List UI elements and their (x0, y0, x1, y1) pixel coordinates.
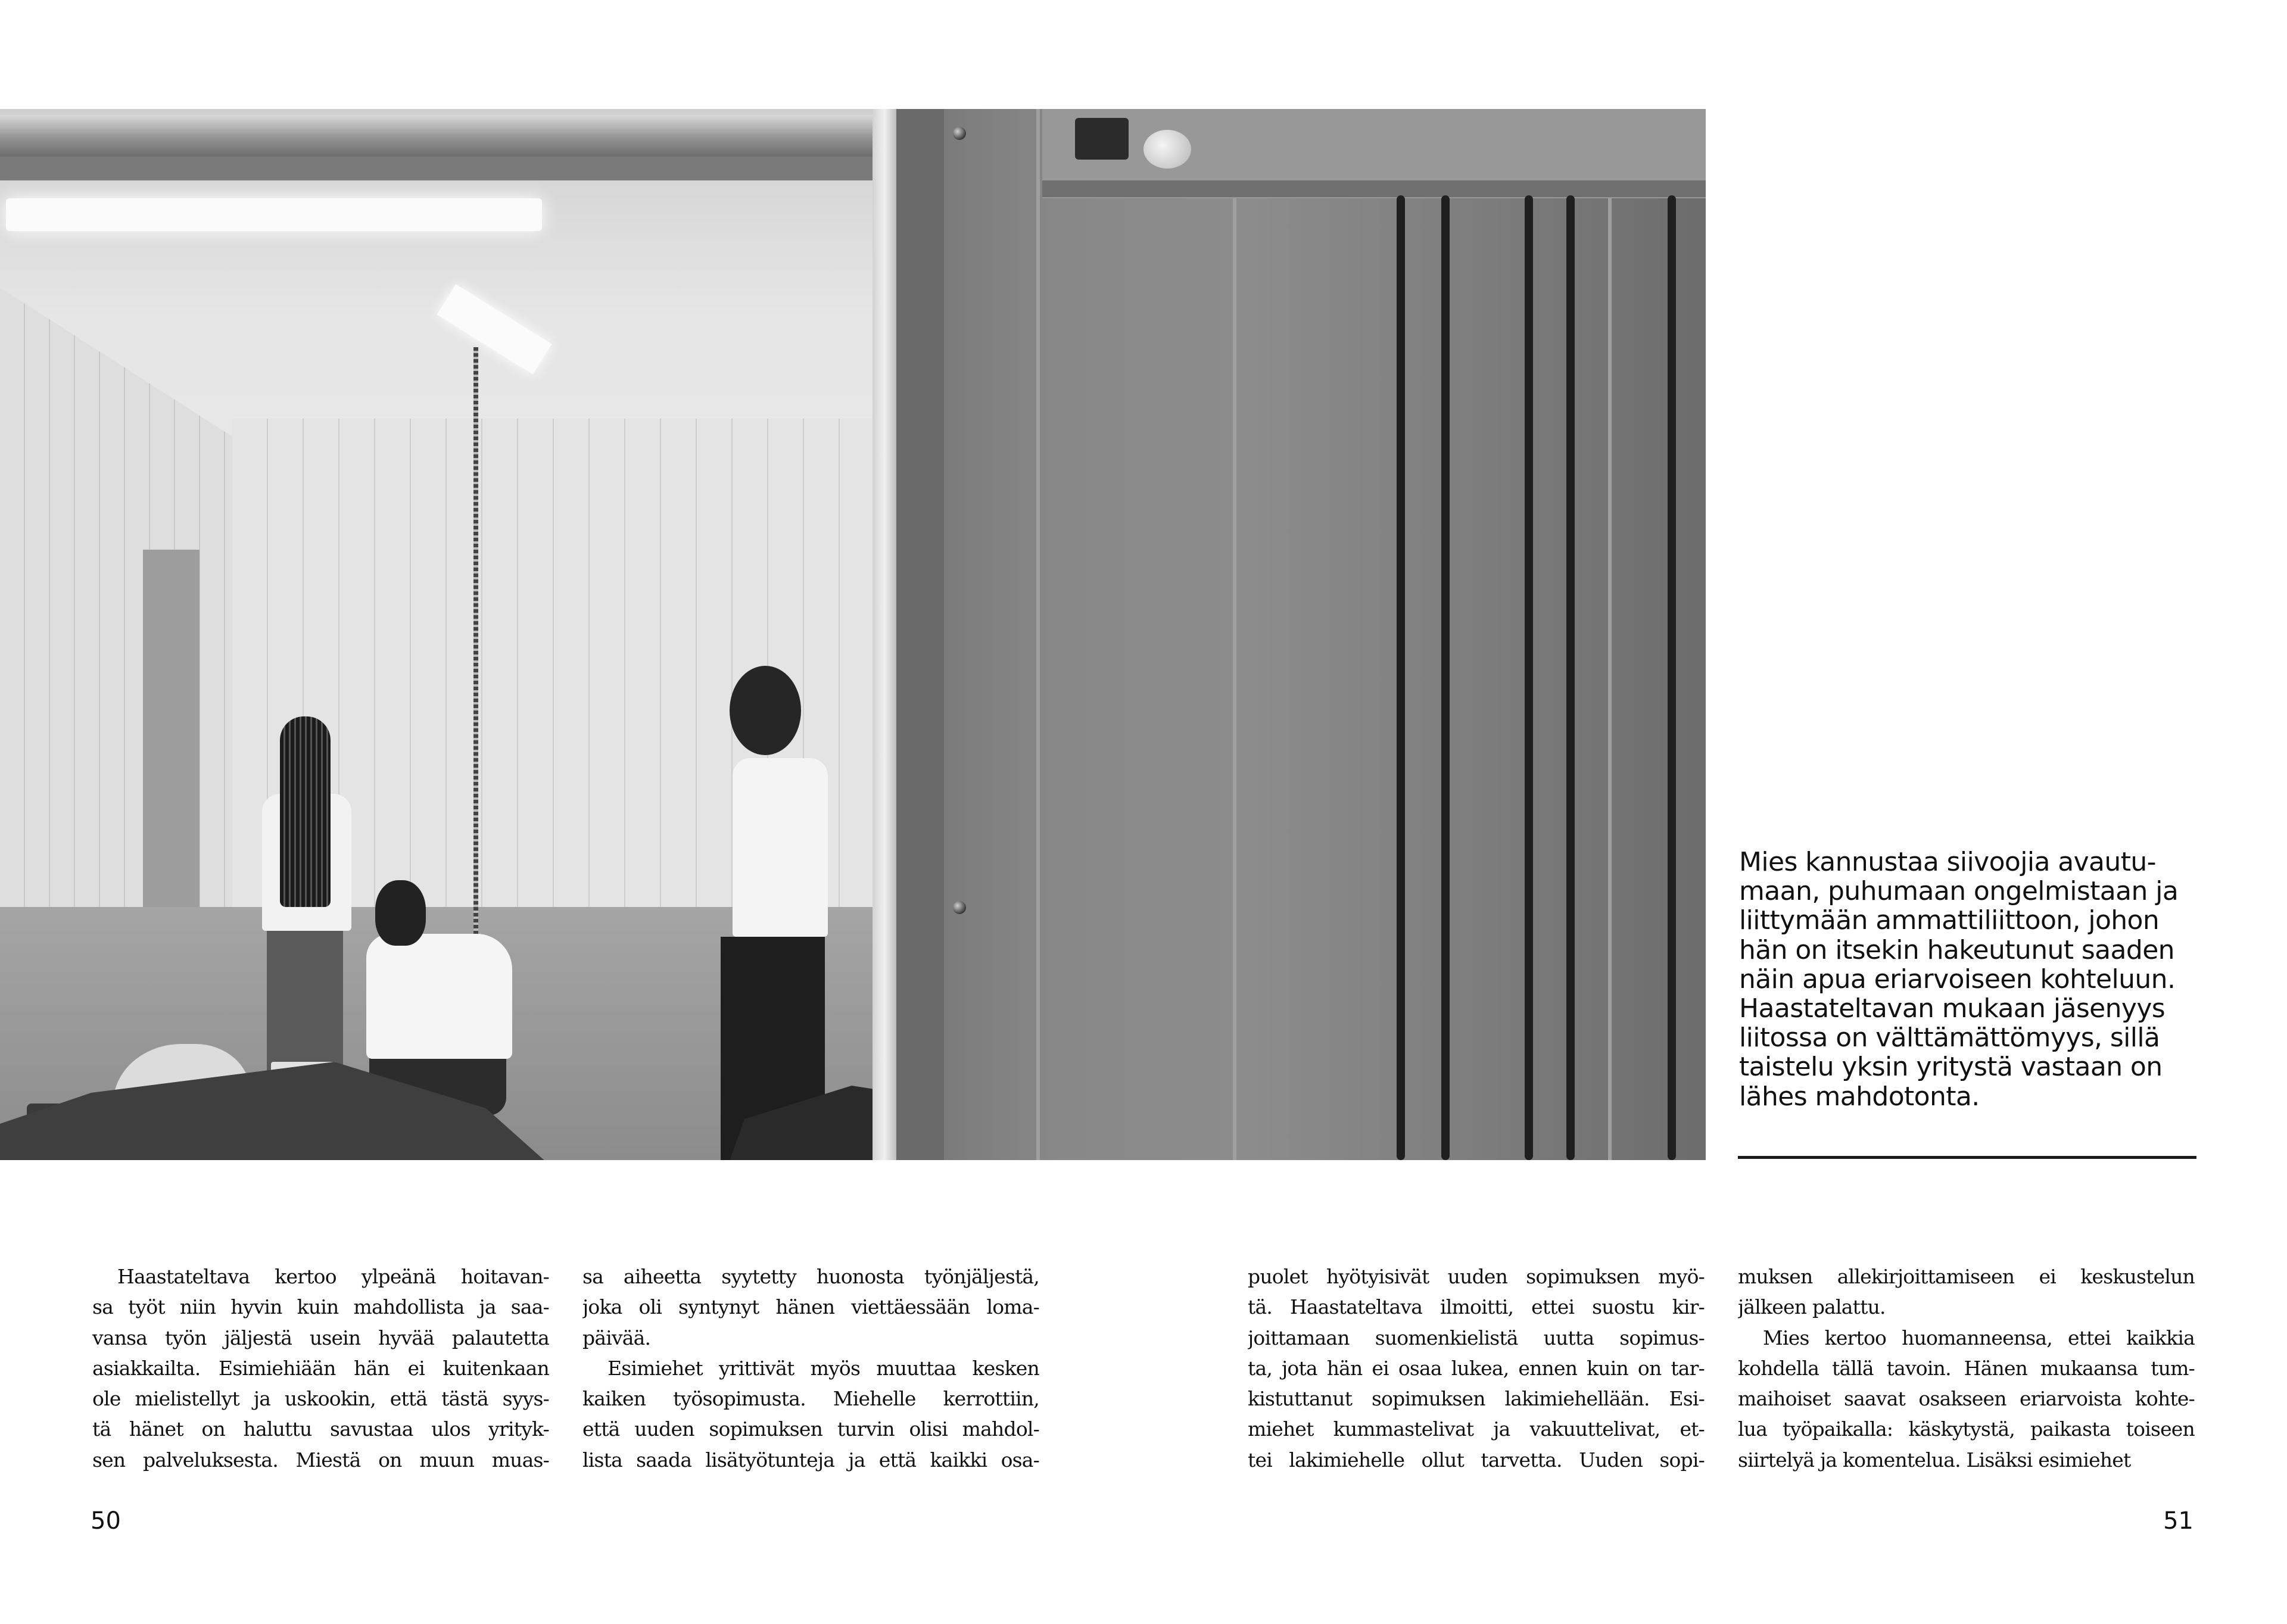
body-line: kohdella tällä tavoin. Hänen mukaansa tum- (1738, 1356, 2195, 1380)
pull-quote-line: näin apua eriarvoiseen kohteluun. (1739, 964, 2176, 995)
pull-quote-line: liitossa on välttämättömyys, sillä (1739, 1023, 2160, 1053)
body-line: asiakkailta. Esimiehiään hän ei kuitenkaan (92, 1356, 549, 1380)
body-line: maihoiset saavat osakseen eriarvoista kohte- (1738, 1387, 2195, 1411)
body-line: joka oli syntynyt hänen viettäessään loma- (582, 1295, 1039, 1319)
photo-cable (1441, 195, 1450, 1160)
body-line: lista saada lisätyötunteja ja että kaikki osa- (582, 1448, 1039, 1472)
spread-photograph (0, 109, 1706, 1160)
body-line: kaiken työsopimusta. Miehelle kerrottiin, (582, 1387, 1039, 1411)
page-number-right: 51 (2163, 1507, 2193, 1535)
photo-cable (1668, 195, 1676, 1160)
photo-fluorescent-lamp (6, 198, 542, 231)
body-line: päivää. (582, 1326, 651, 1349)
body-line: Mies kertoo huomanneensa, ettei kaikkia (1763, 1326, 2195, 1349)
photo-panel-groove (1233, 109, 1236, 1160)
body-line: tä hänet on haluttu savustaa ulos yrityk- (92, 1417, 549, 1441)
photo-globe-fitting (1144, 130, 1191, 169)
pull-quote-line: Haastateltavan mukaan jäsenyys (1739, 993, 2166, 1024)
photo-worker-3-shirt (366, 934, 512, 1059)
body-line: vansa työn jäljestä usein hyvää palautetta (92, 1326, 549, 1349)
photo-cable (1525, 195, 1533, 1160)
body-line: Esimiehet yrittivät myös muuttaa kesken (607, 1356, 1039, 1380)
photo-ceiling-beam (0, 115, 893, 157)
photo-rivet (953, 901, 966, 914)
photo-mounting-rail (1042, 180, 1706, 197)
body-line: muksen allekirjoittamiseen ei keskustelun (1738, 1265, 2195, 1288)
photo-worker-1-hair (280, 716, 331, 907)
photo-junction-box (1075, 118, 1129, 160)
photo-panel-groove (1608, 109, 1612, 1160)
pull-quote-line: taistelu yksin yritystä vastaan on (1739, 1052, 2163, 1083)
body-column-4 (1738, 1261, 2195, 1475)
pull-quote-rule (1738, 1156, 2196, 1159)
body-line: tei lakimiehelle ollut tarvetta. Uuden sopi- (1248, 1448, 1705, 1472)
body-line: puolet hyötyisivät uuden sopimuksen myö- (1248, 1265, 1705, 1288)
photo-rivet (953, 127, 966, 140)
body-column-1 (92, 1261, 549, 1475)
pull-quote-line: hän on itsekin hakeutunut saaden (1739, 934, 2174, 965)
photo-ceiling-rail (0, 157, 893, 180)
photo-door-jamb (896, 109, 944, 1160)
body-line: kistuttanut sopimuksen lakimiehellään. Esi- (1248, 1387, 1705, 1411)
photo-cable (1566, 195, 1575, 1160)
body-line: sen palveluksesta. Miestä on muun muas- (92, 1448, 549, 1472)
pull-quote-line: liittymään ammattiliittoon, johon (1739, 905, 2160, 936)
pull-quote-line: Mies kannustaa siivoojia avautu- (1739, 847, 2156, 877)
photo-worker-3-head (375, 880, 426, 946)
photo-worker-2-shirt (733, 758, 828, 937)
body-line: että uuden sopimuksen turvin olisi mahdol- (582, 1417, 1039, 1441)
body-line: sa työt niin hyvin kuin mahdollista ja saa- (92, 1295, 549, 1319)
body-line: siirtelyä ja komentelua. Lisäksi esimiehet (1738, 1448, 2131, 1472)
body-column-3 (1248, 1261, 1705, 1475)
body-line: miehet kummastelivat ja vakuuttelivat, et- (1248, 1417, 1705, 1441)
page-number-left: 50 (91, 1507, 121, 1535)
pull-quote-line: maan, puhumaan ongelmistaan ja (1739, 876, 2179, 907)
photo-cable (1397, 195, 1405, 1160)
body-line: jälkeen palattu. (1738, 1295, 1886, 1319)
body-column-2 (582, 1261, 1039, 1475)
body-line: Haastateltava kertoo ylpeänä hoitavan- (117, 1265, 549, 1288)
body-line: joittamaan suomenkielistä uutta sopimus- (1248, 1326, 1705, 1349)
photo-wall-panel (944, 109, 1706, 1160)
body-line: tä. Haastateltava ilmoitti, ettei suostu kir- (1248, 1295, 1705, 1319)
photo-panel-groove (1036, 109, 1040, 1160)
body-line: sa aiheetta syytetty huonosta työnjäljestä, (582, 1265, 1039, 1288)
photo-hanging-chain (473, 347, 478, 1002)
body-line: ta, jota hän ei osaa lukea, ennen kuin on tar- (1248, 1356, 1705, 1380)
body-line: lua työpaikalla: käskytystä, paikasta toiseen (1738, 1417, 2195, 1441)
body-line: ole mielistellyt ja uskookin, että tästä syys- (92, 1387, 549, 1411)
photo-door-frame (873, 109, 896, 1160)
pull-quote (1739, 847, 2198, 1111)
photo-worker-2-head (730, 666, 801, 755)
pull-quote-line: lähes mahdotonta. (1739, 1081, 1980, 1112)
